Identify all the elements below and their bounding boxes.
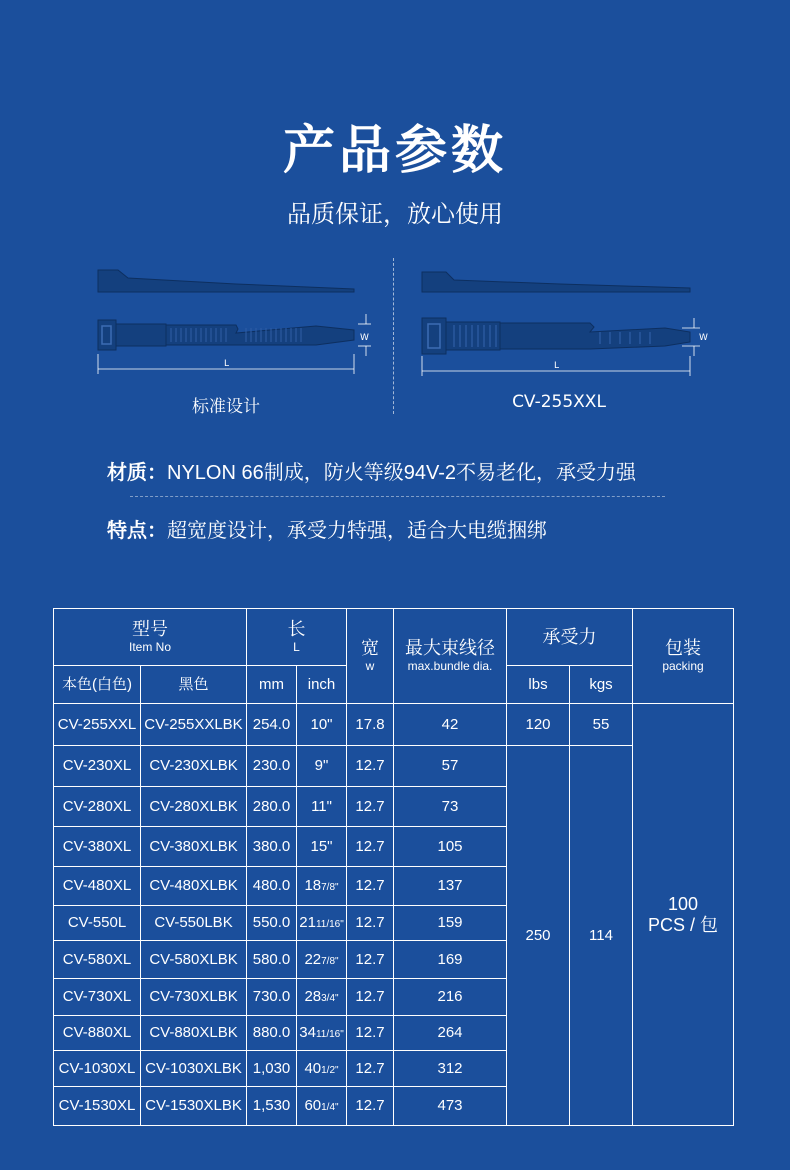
- dim-l-label: L: [554, 361, 560, 371]
- black-cell: CV-230XLBK: [141, 746, 247, 787]
- bundle-cell: 57: [394, 746, 507, 787]
- width-cell: 12.7: [347, 941, 394, 979]
- lbs-cell: 250: [507, 746, 570, 1126]
- spec-table: [53, 608, 734, 1126]
- width-cell: 12.7: [347, 1087, 394, 1126]
- natural-cell: CV-380XL: [54, 827, 141, 867]
- width-cell: 12.7: [347, 867, 394, 906]
- xxl-tie-drawing: [420, 262, 708, 387]
- tensile-header: 承受力: [507, 609, 633, 666]
- black-cell: CV-380XLBK: [141, 827, 247, 867]
- inch-cell: 601/4": [297, 1087, 347, 1126]
- inch-cell: 10": [297, 704, 347, 746]
- kgs-cell: 55: [570, 704, 633, 746]
- standard-design-caption: 标准设计: [192, 397, 260, 417]
- trait-label: 特点：: [107, 520, 167, 542]
- mm-cell: 580.0: [247, 941, 297, 979]
- model-header: 型号 Item No: [54, 609, 247, 666]
- black-cell: CV-580XLBK: [141, 941, 247, 979]
- dim-l-label: L: [224, 359, 230, 369]
- table-row: [54, 746, 734, 787]
- black-cell: CV-255XXLBK: [141, 704, 247, 746]
- page-subtitle: 品质保证，放心使用: [287, 200, 503, 228]
- packing-cell: 100 PCS / 包: [633, 704, 734, 1126]
- width-cell: 12.7: [347, 1016, 394, 1051]
- material-text: NYLON 66制成，防火等级94V-2不易老化，承受力强: [167, 462, 636, 484]
- natural-cell: CV-550L: [54, 906, 141, 941]
- natural-cell: CV-230XL: [54, 746, 141, 787]
- natural-cell: CV-1530XL: [54, 1087, 141, 1126]
- width-cell: 12.7: [347, 827, 394, 867]
- inch-cell: 2111/16": [297, 906, 347, 941]
- page-title: 产品参数: [282, 121, 507, 181]
- width-cell: 12.7: [347, 746, 394, 787]
- trait-text: 超宽度设计，承受力特强，适合大电缆捆绑: [167, 520, 547, 542]
- width-cell: 17.8: [347, 704, 394, 746]
- natural-cell: CV-480XL: [54, 867, 141, 906]
- mm-cell: 550.0: [247, 906, 297, 941]
- mm-cell: 380.0: [247, 827, 297, 867]
- inch-cell: 227/8": [297, 941, 347, 979]
- bundle-header: 最大束线径 max.bundle dia.: [394, 609, 507, 704]
- black-cell: CV-880XLBK: [141, 1016, 247, 1051]
- natural-cell: CV-580XL: [54, 941, 141, 979]
- bundle-cell: 216: [394, 979, 507, 1016]
- dim-w-label: W: [360, 333, 369, 343]
- mm-cell: 480.0: [247, 867, 297, 906]
- mm-cell: 730.0: [247, 979, 297, 1016]
- mm-header: mm: [247, 666, 297, 704]
- mm-cell: 254.0: [247, 704, 297, 746]
- bundle-cell: 73: [394, 787, 507, 827]
- inch-cell: 3411/16": [297, 1016, 347, 1051]
- natural-cell: CV-880XL: [54, 1016, 141, 1051]
- black-cell: CV-730XLBK: [141, 979, 247, 1016]
- material-label: 材质：: [107, 462, 167, 484]
- standard-tie-diagram: [96, 262, 369, 387]
- kgs-header: kgs: [570, 666, 633, 704]
- bundle-cell: 473: [394, 1087, 507, 1126]
- mm-cell: 880.0: [247, 1016, 297, 1051]
- width-cell: 12.7: [347, 906, 394, 941]
- diagram-divider: [393, 258, 394, 414]
- length-header: 长 L: [247, 609, 347, 666]
- inch-cell: 283/4": [297, 979, 347, 1016]
- xxl-model-caption: CV-255XXL: [512, 392, 606, 412]
- bundle-cell: 42: [394, 704, 507, 746]
- natural-cell: CV-280XL: [54, 787, 141, 827]
- material-line: [107, 456, 636, 485]
- bundle-cell: 169: [394, 941, 507, 979]
- bundle-cell: 105: [394, 827, 507, 867]
- dim-w-label: W: [699, 333, 708, 343]
- table-row: [54, 704, 734, 746]
- bundle-cell: 312: [394, 1051, 507, 1087]
- width-cell: 12.7: [347, 979, 394, 1016]
- inch-cell: 15": [297, 827, 347, 867]
- bundle-cell: 137: [394, 867, 507, 906]
- natural-cell: CV-730XL: [54, 979, 141, 1016]
- width-cell: 12.7: [347, 787, 394, 827]
- black-cell: CV-1530XLBK: [141, 1087, 247, 1126]
- inch-cell: 401/2": [297, 1051, 347, 1087]
- black-color-header: 黑色: [141, 666, 247, 704]
- trait-line: [107, 514, 547, 543]
- natural-color-header: 本色(白色): [54, 666, 141, 704]
- xxl-tie-diagram: [420, 262, 708, 387]
- black-cell: CV-480XLBK: [141, 867, 247, 906]
- bundle-cell: 159: [394, 906, 507, 941]
- inch-header: inch: [297, 666, 347, 704]
- lbs-cell: 120: [507, 704, 570, 746]
- inch-cell: 11": [297, 787, 347, 827]
- bundle-cell: 264: [394, 1016, 507, 1051]
- mm-cell: 230.0: [247, 746, 297, 787]
- black-cell: CV-1030XLBK: [141, 1051, 247, 1087]
- kgs-cell: 114: [570, 746, 633, 1126]
- feature-divider: [130, 496, 665, 497]
- packing-header: 包装 packing: [633, 609, 734, 704]
- mm-cell: 1,030: [247, 1051, 297, 1087]
- natural-cell: CV-1030XL: [54, 1051, 141, 1087]
- black-cell: CV-280XLBK: [141, 787, 247, 827]
- standard-tie-drawing: [96, 262, 369, 387]
- natural-cell: CV-255XXL: [54, 704, 141, 746]
- mm-cell: 1,530: [247, 1087, 297, 1126]
- mm-cell: 280.0: [247, 787, 297, 827]
- width-header: 宽 w: [347, 609, 394, 704]
- inch-cell: 187/8": [297, 867, 347, 906]
- lbs-header: lbs: [507, 666, 570, 704]
- width-cell: 12.7: [347, 1051, 394, 1087]
- inch-cell: 9": [297, 746, 347, 787]
- black-cell: CV-550LBK: [141, 906, 247, 941]
